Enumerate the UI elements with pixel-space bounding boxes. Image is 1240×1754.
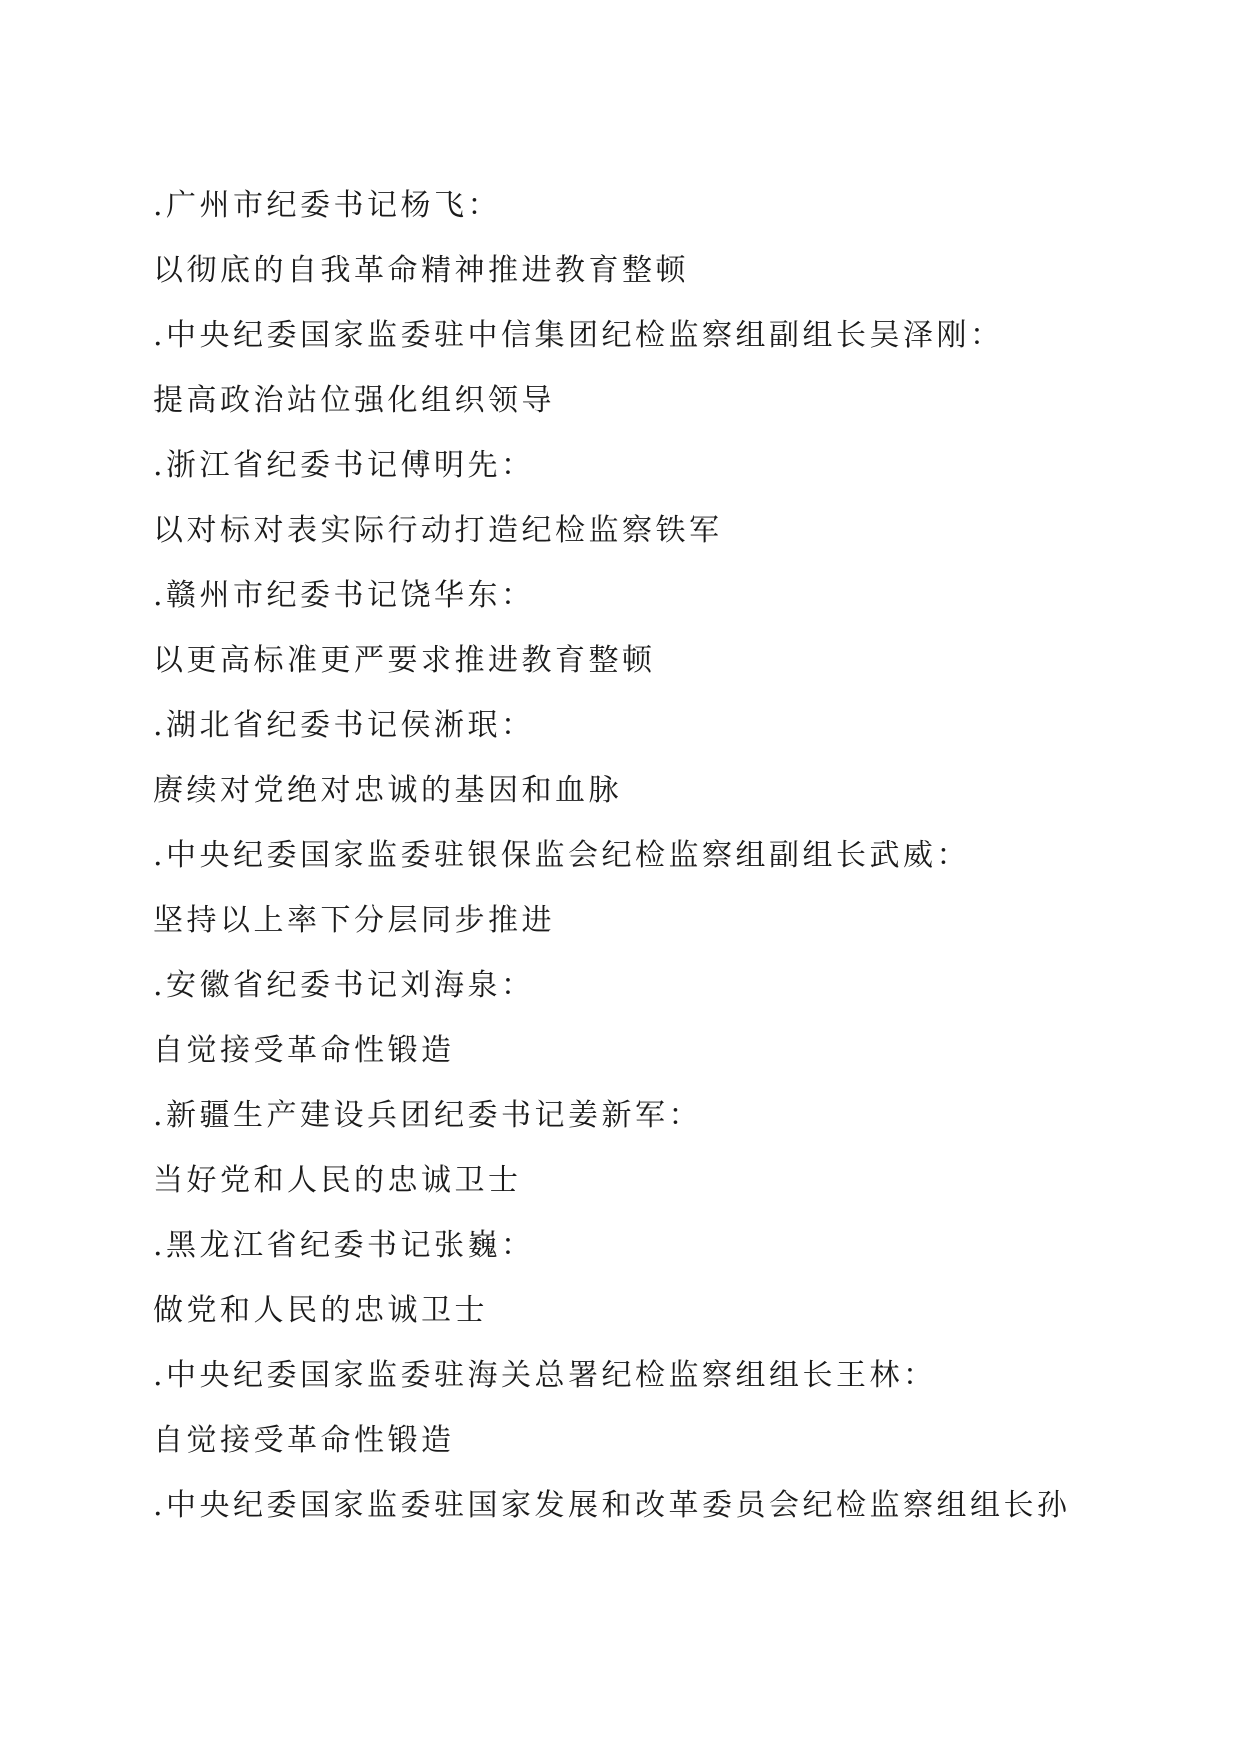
speaker-line: .湖北省纪委书记侯淅珉： [153, 708, 535, 743]
speaker-line: .赣州市纪委书记饶华东： [153, 578, 535, 613]
title-line: 当好党和人民的忠诚卫士 [153, 1163, 522, 1198]
list-item [153, 1096, 1093, 1226]
speaker-line: .广州市纪委书记杨飞： [153, 188, 502, 223]
speaker-line: .黑龙江省纪委书记张巍： [153, 1228, 535, 1263]
speaker-line: .浙江省纪委书记傅明先： [153, 448, 535, 483]
speaker-line: .中央纪委国家监委驻海关总署纪检监察组组长王林： [153, 1358, 937, 1393]
speaker-line: .安徽省纪委书记刘海泉： [153, 968, 535, 1003]
list-item [153, 446, 1093, 576]
list-item [153, 186, 1093, 316]
title-line: 以对标对表实际行动打造纪检监察铁军 [153, 513, 723, 548]
speaker-line: .中央纪委国家监委驻中信集团纪检监察组副组长吴泽刚： [153, 318, 1004, 353]
list-item [153, 316, 1093, 446]
title-line: 提高政治站位强化组织领导 [153, 383, 555, 418]
list-item [153, 1226, 1093, 1356]
list-item [153, 1356, 1093, 1486]
list-item [153, 576, 1093, 706]
list-item [153, 706, 1093, 836]
speaker-line: .中央纪委国家监委驻银保监会纪检监察组副组长武威： [153, 838, 971, 873]
document-body [153, 186, 1093, 1551]
list-item [153, 966, 1093, 1096]
title-line: 赓续对党绝对忠诚的基因和血脉 [153, 773, 622, 808]
title-line: 做党和人民的忠诚卫士 [153, 1293, 488, 1328]
title-line: 坚持以上率下分层同步推进 [153, 903, 555, 938]
list-item [153, 836, 1093, 966]
title-line: 以彻底的自我革命精神推进教育整顿 [153, 253, 689, 288]
title-line: 以更高标准更严要求推进教育整顿 [153, 643, 656, 678]
title-line: 自觉接受革命性锻造 [153, 1033, 455, 1068]
title-line: 自觉接受革命性锻造 [153, 1423, 455, 1458]
speaker-line: .中央纪委国家监委驻国家发展和改革委员会纪检监察组组长孙 [153, 1488, 1071, 1523]
list-item [153, 1486, 1093, 1551]
speaker-line: .新疆生产建设兵团纪委书记姜新军： [153, 1098, 703, 1133]
